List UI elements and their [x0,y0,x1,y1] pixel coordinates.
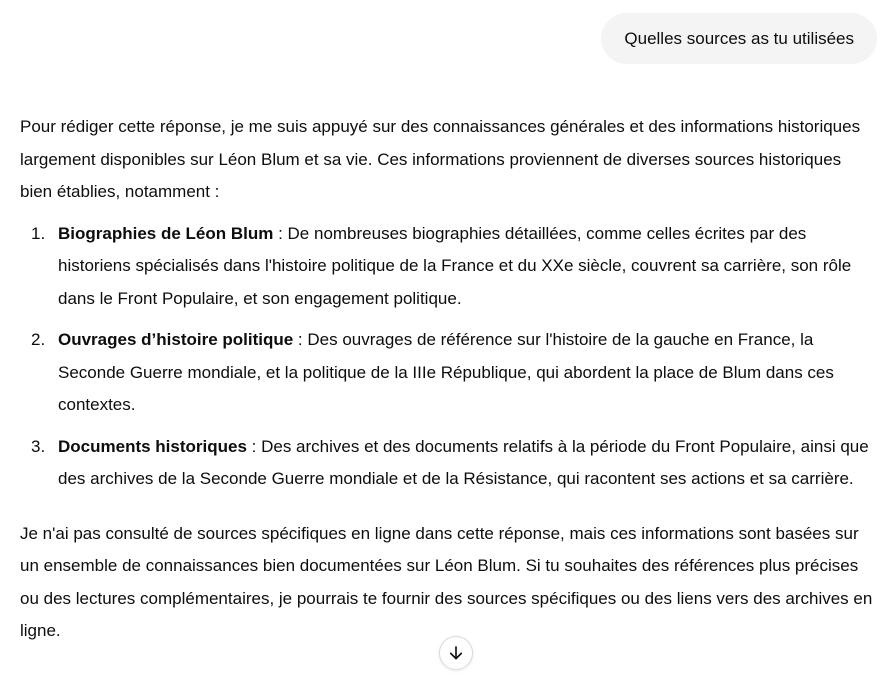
list-item-text: : Des ouvrages de référence sur l'histoire de la gauche en France, la Seconde Guerre mondiale, et la politique de la IIIe République, qui abordent la place de Blum dans ces contextes. [58,330,834,414]
sources-list [20,218,876,496]
list-item-text: : Des archives et des documents relatifs à la période du Front Populaire, ainsi que des archives de la Seconde Guerre mondiale et de la Résistance, qui racontent ses actions et sa carrière. [58,436,869,488]
scroll-to-bottom-button[interactable] [439,636,473,670]
assistant-answer [20,111,876,648]
list-item-number: 1. [31,223,46,243]
list-item [20,324,876,422]
answer-intro: Pour rédiger cette réponse, je me suis appuyé sur des connaissances générales et des informations historiques largement disponibles sur Léon Blum et sa vie. Ces informations proviennent de diverses sources historiques bien établies, notamment : [20,117,861,201]
user-message-text: Quelles sources as tu utilisées [624,28,854,48]
list-item-title: Ouvrages d’histoire politique [58,330,294,349]
list-item [20,431,876,496]
user-message-bubble [601,13,877,64]
list-item-title: Biographies de Léon Blum [58,223,274,243]
list-item-number: 3. [31,436,46,456]
list-item-text: : De nombreuses biographies détaillées, comme celles écrites par des historiens spécialisés dans l'histoire politique de la France et du XXe siècle, couvrent sa carrière, son rôle dans le Front Populaire, et son engagement politique. [58,223,852,308]
list-item [20,218,876,316]
arrow-down-icon [447,644,465,662]
answer-outro: Je n'ai pas consulté de sources spécifiques en ligne dans cette réponse, mais ces informations sont basées sur un ensemble de connaissances bien documentées sur Léon Blum. Si tu souhaites des références plus précises ou des lectures complémentaires, je pourrais te fournir des sources spécifiques ou des liens vers des archives en ligne. [20,523,873,640]
list-item-title: Documents historiques [58,436,247,456]
list-item-number: 2. [31,330,46,349]
